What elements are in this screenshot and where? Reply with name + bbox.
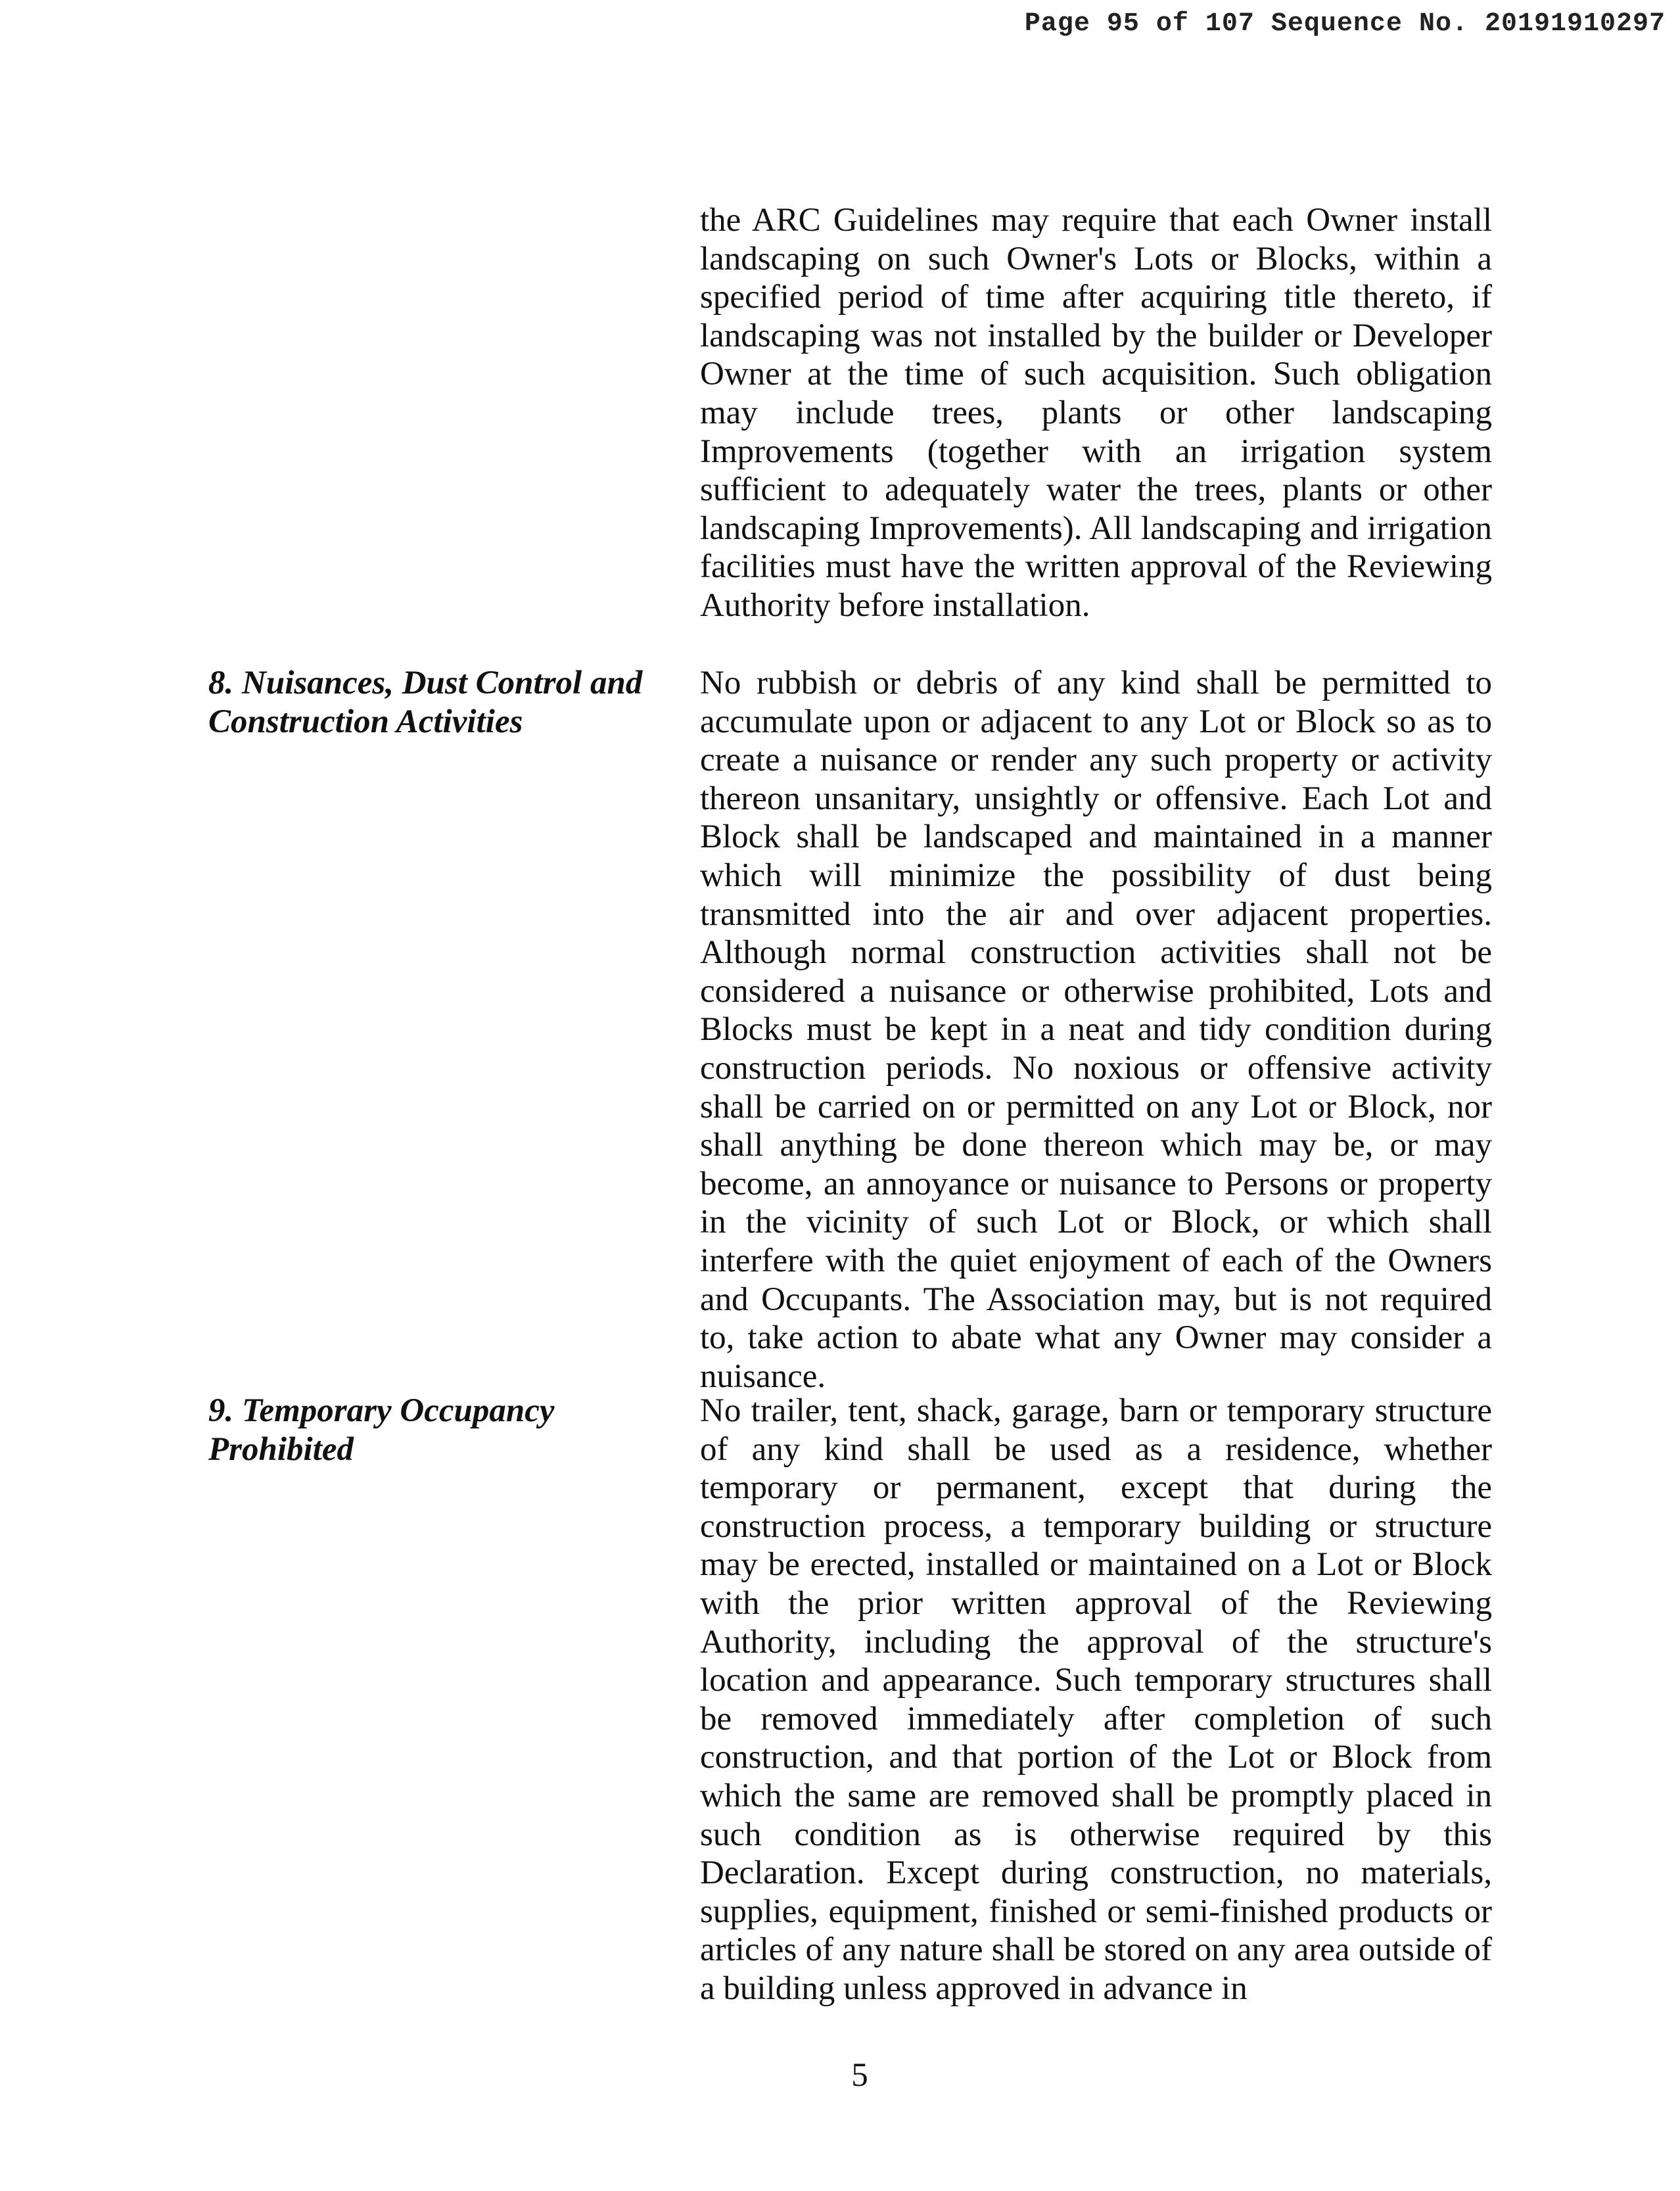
continuation-paragraph: the ARC Guidelines may require that each Owner install landscaping on such Owner's Lots or Blocks, within a specified period of time after acquiring title thereto, if landscaping was not installed by the builder or Developer Owner at the time of such acquisition. Such obligation may include trees, plants or other landscaping Improvements (together with an irrigation system sufficient to adequately water the trees, plants or other landscaping Improvements). All landscaping and irrigation facilities must have the written approval of the Reviewing Authority before installation. [700,202,1492,624]
section-9-heading: 9. Temporary Occupancy Prohibited [208,1392,555,1468]
page-sequence-stamp: Page 95 of 107 Sequence No. 20191910297 [1024,9,1666,39]
section-8-body: No rubbish or debris of any kind shall be permitted to accumulate upon or adjacent to any Lot or Block so as to create a nuisance or render any such property or activity thereon unsanitary, unsightly or offensive. Each Lot and Block shall be landscaped and maintained in a manner which will minimize the possibility of dust being transmitted into the air and over adjacent properties. Although normal construction activities shall not be considered a nuisance or otherwise prohibited, Lots and Blocks must be kept in a neat and tidy condition during construction periods. No noxious or offensive activity shall be carried on or permitted on any Lot or Block, nor shall anything be done thereon which may be, or may become, an annoyance or nuisance to Persons or property in the vicinity of such Lot or Block, or which shall interfere with the quiet enjoyment of each of the Owners and Occupants. The Association may, but is not required to, take action to abate what any Owner may consider a nuisance. [700,665,1492,1395]
section-9-body: No trailer, tent, shack, garage, barn or temporary structure of any kind shall be used as a residence, whether temporary or permanent, except that during the construction process, a temporary building or structure may be erected, installed or maintained on a Lot or Block with the prior written approval of the Reviewing Authority, including the approval of the structure's location and appearance. Such temporary structures shall be removed immediately after completion of such construction, and that portion of the Lot or Block from which the same are removed shall be promptly placed in such condition as is otherwise required by this Declaration. Except during construction, no materials, supplies, equipment, finished or semi-finished products or articles of any nature shall be stored on any area outside of a building unless approved in advance in [700,1392,1492,2007]
page-number: 5 [851,2057,868,2094]
section-8-heading: 8. Nuisances, Dust Control and Construction Activities [208,665,643,740]
